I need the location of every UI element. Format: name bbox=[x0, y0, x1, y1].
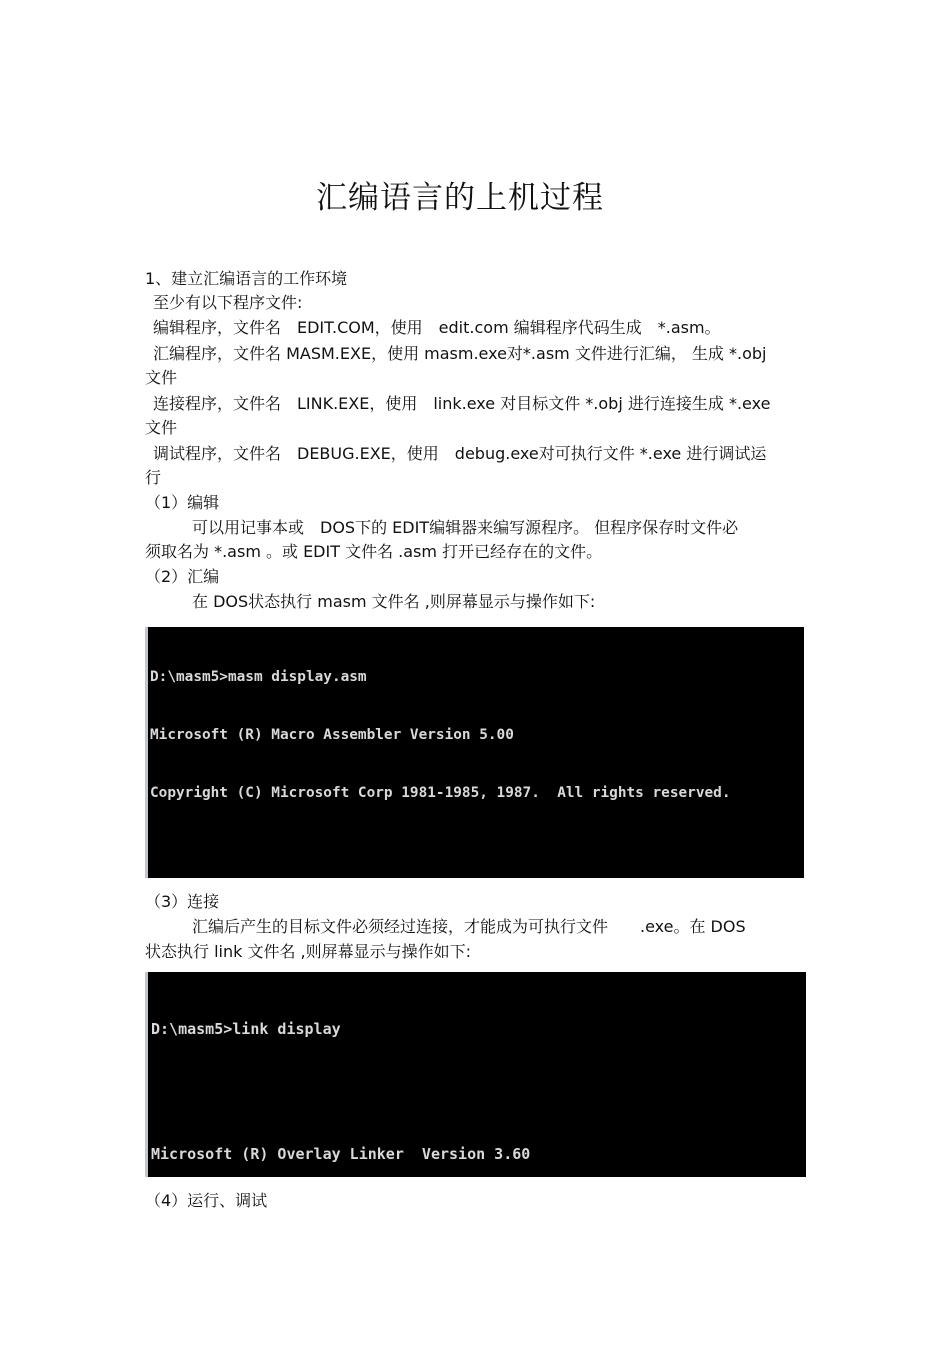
terminal-line: D:\masm5>link display bbox=[151, 1019, 341, 1038]
paragraph-link-program-cont: 文件 bbox=[145, 418, 178, 437]
link-terminal-screenshot bbox=[145, 972, 806, 1177]
terminal-line: Microsoft (R) Overlay Linker Version 3.60 bbox=[151, 1145, 531, 1164]
paragraph-edit-desc-cont: 须取名为 *.asm 。或 EDIT 文件名 .asm 打开已经存在的文件。 bbox=[145, 542, 603, 561]
terminal-line: Microsoft (R) Macro Assembler Version 5.00 bbox=[150, 727, 514, 743]
paragraph-edit-desc: 可以用记事本或 DOS下的 EDIT编辑器来编写源程序。 但程序保存时文件必 bbox=[192, 518, 739, 537]
paragraph-link-desc-cont: 状态执行 link 文件名 ,则屏幕显示与操作如下: bbox=[145, 942, 472, 961]
paragraph-edit-program: 编辑程序，文件名 EDIT.COM，使用 edit.com 编辑程序代码生成 *.asm。 bbox=[153, 318, 721, 337]
paragraph-masm-program-cont: 文件 bbox=[145, 368, 178, 387]
document-title: 汇编语言的上机过程 bbox=[316, 180, 604, 216]
section-heading-run-debug: （4）运行、调试 bbox=[145, 1191, 268, 1210]
paragraph-assemble-desc: 在 DOS状态执行 masm 文件名 ,则屏幕显示与操作如下: bbox=[192, 592, 596, 611]
section-heading-environment: 1、建立汇编语言的工作环境 bbox=[145, 269, 348, 288]
paragraph-masm-program: 汇编程序，文件名 MASM.EXE，使用 masm.exe对*.asm 文件进行汇编， 生成 *.obj bbox=[153, 344, 767, 363]
section-heading-assemble: （2）汇编 bbox=[145, 567, 220, 586]
section-heading-link: （3）连接 bbox=[145, 892, 220, 911]
paragraph-required-files: 至少有以下程序文件: bbox=[153, 293, 303, 312]
terminal-line: D:\masm5>masm display.asm bbox=[150, 669, 367, 686]
section-heading-edit: （1）编辑 bbox=[145, 493, 220, 512]
terminal-line bbox=[150, 841, 804, 860]
terminal-line: Copyright (C) Microsoft Corp 1981-1985, 1987. All rights reserved. bbox=[150, 784, 731, 801]
paragraph-link-program: 连接程序，文件名 LINK.EXE，使用 link.exe 对目标文件 *.obj 进行连接生成 *.exe bbox=[153, 394, 771, 413]
paragraph-debug-program: 调试程序，文件名 DEBUG.EXE，使用 debug.exe对可执行文件 *.exe 进行调试运 bbox=[153, 444, 767, 463]
masm-terminal-screenshot bbox=[145, 627, 804, 878]
terminal-line bbox=[151, 1082, 806, 1103]
paragraph-link-desc: 汇编后产生的目标文件必须经过连接，才能成为可执行文件 .exe。在 DOS bbox=[192, 917, 746, 936]
paragraph-debug-program-cont: 行 bbox=[145, 468, 162, 487]
